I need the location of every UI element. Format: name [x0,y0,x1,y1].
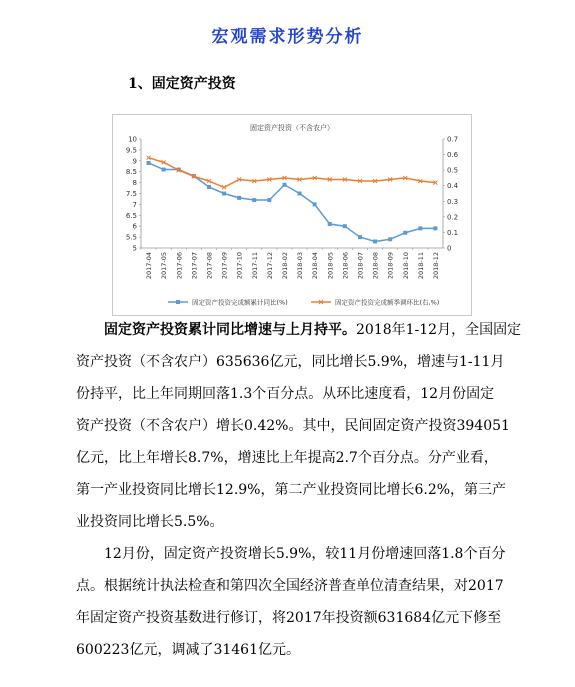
series-1-point [282,183,286,187]
x-axis-tick-label: 2017-07 [190,252,199,280]
x-axis-tick-label: 2018-11 [416,252,425,280]
document-title: 宏观需求形势分析 [211,27,364,47]
series-1-point [403,231,407,235]
series-1-point [433,226,437,230]
paragraph-1-line: 资产投资（不含农户）635636亿元，同比增长5.9%，增速与1-11月 [76,354,505,370]
series-1-point [388,237,392,241]
x-axis-tick-label: 2018-08 [371,252,380,280]
x-axis-tick-label: 2018-06 [341,252,350,280]
right-axis-tick-label: 0.2 [447,213,459,222]
x-axis-tick-label: 2018-03 [296,252,305,280]
x-axis-tick-label: 2018-05 [326,252,335,280]
left-axis-tick-label: 5 [132,244,137,253]
right-axis-tick-label: 0 [447,244,452,253]
left-axis-tick-label: 8 [132,179,137,188]
paragraph-2-line: 点。根据统计执法检查和第四次全国经济普查单位清查结果，对2017 [76,578,504,594]
x-axis-tick-label: 2018-12 [431,252,440,280]
series-1-point [222,192,226,196]
x-axis-tick-label: 2018-10 [401,252,410,280]
right-axis-tick-label: 0.1 [447,228,459,237]
left-axis-tick-label: 9 [132,157,137,166]
series-1-point [313,202,317,206]
x-axis-tick-label: 2017-06 [175,252,184,280]
left-axis-tick-label: 6.5 [125,211,137,220]
series-1-point [343,224,347,228]
paragraph-1-line: 份持平，比上年同期回落1.3个百分点。从环比速度看，12月份固定 [76,386,495,402]
chart-frame [112,114,472,316]
x-axis-tick-label: 2018-07 [356,252,365,280]
x-axis-tick-label: 2017-08 [205,252,214,280]
left-axis-tick-label: 6 [132,222,137,231]
x-axis-tick-label: 2017-05 [160,252,169,280]
paragraph-1-lead: 固定资产投资累计同比增速与上月持平。 [104,322,356,338]
series-1-point [267,198,271,202]
paragraph-2-line: 600223亿元，调减了31461亿元。 [76,642,300,658]
legend-label-2: 固定资产投资完成额季调环比(右,%) [335,298,440,307]
fixed-asset-investment-chart [113,115,471,315]
paragraph-1 [76,314,522,538]
x-axis-tick-label: 2017-12 [265,252,274,280]
right-axis-tick-label: 0.3 [447,197,459,206]
x-axis-tick-label: 2018-02 [280,252,289,280]
series-1-point [237,196,241,200]
x-axis-tick-label: 2018-09 [386,252,395,280]
left-axis-tick-label: 7.5 [125,190,137,198]
chart-title: 固定资产投资（不含农户） [250,124,334,132]
x-axis-tick-label: 2017-10 [235,252,244,280]
paragraph-1-line: 第一产业投资同比增长12.9%，第二产业投资同比增长6.2%，第三产 [76,482,507,498]
series-1-point [358,235,362,239]
section-heading: 1、固定资产投资 [128,76,236,92]
left-axis-tick-label: 10 [128,135,137,144]
series-1-point [418,226,422,230]
right-axis-tick-label: 0.4 [447,182,459,191]
paragraph-2-line: 12月份，固定资产投资增长5.9%，较11月份增速回落1.8个百分 [104,546,506,562]
legend-label-1: 固定资产投资完成额累计同比(%) [192,298,288,307]
right-axis-tick-label: 0.7 [447,135,459,144]
series-1-point [147,161,151,165]
left-axis-tick-label: 5.5 [125,233,137,242]
series-1-point [298,192,302,196]
paragraph-1-line: 资产投资（不含农户）增长0.42%。其中，民间固定资产投资394051 [76,418,510,434]
left-axis-tick-label: 9.5 [125,146,137,155]
paragraph-1-line: 业投资同比增长5.5%。 [76,514,224,530]
series-1-point [373,239,377,243]
paragraph-1-line [76,314,522,346]
series-1-point [328,222,332,226]
right-axis-tick-label: 0.6 [447,151,459,160]
paragraph-2-line: 年固定资产投资基数进行修订，将2017年投资额631684亿元下修至 [76,610,502,626]
right-axis-tick-label: 0.5 [447,166,459,175]
series-1-point [162,168,166,172]
legend-marker-1 [176,300,180,304]
series-1-point [252,198,256,202]
x-axis-tick-label: 2018-04 [311,252,320,280]
x-axis-tick-label: 2017-09 [220,252,229,280]
paragraph-2 [76,538,506,666]
series-line-2 [149,158,436,188]
left-axis-tick-label: 7 [132,200,137,209]
paragraph-1-line: 亿元，比上年增长8.7%，增速比上年提高2.7个百分点。分产业看， [76,450,498,466]
x-axis-tick-label: 2017-04 [145,252,154,280]
series-1-point [207,185,211,189]
paragraph-1-line-text: 2018年1-12月，全国固定 [356,322,522,338]
left-axis-tick-label: 8.5 [125,168,137,177]
x-axis-tick-label: 2017-11 [250,252,259,280]
